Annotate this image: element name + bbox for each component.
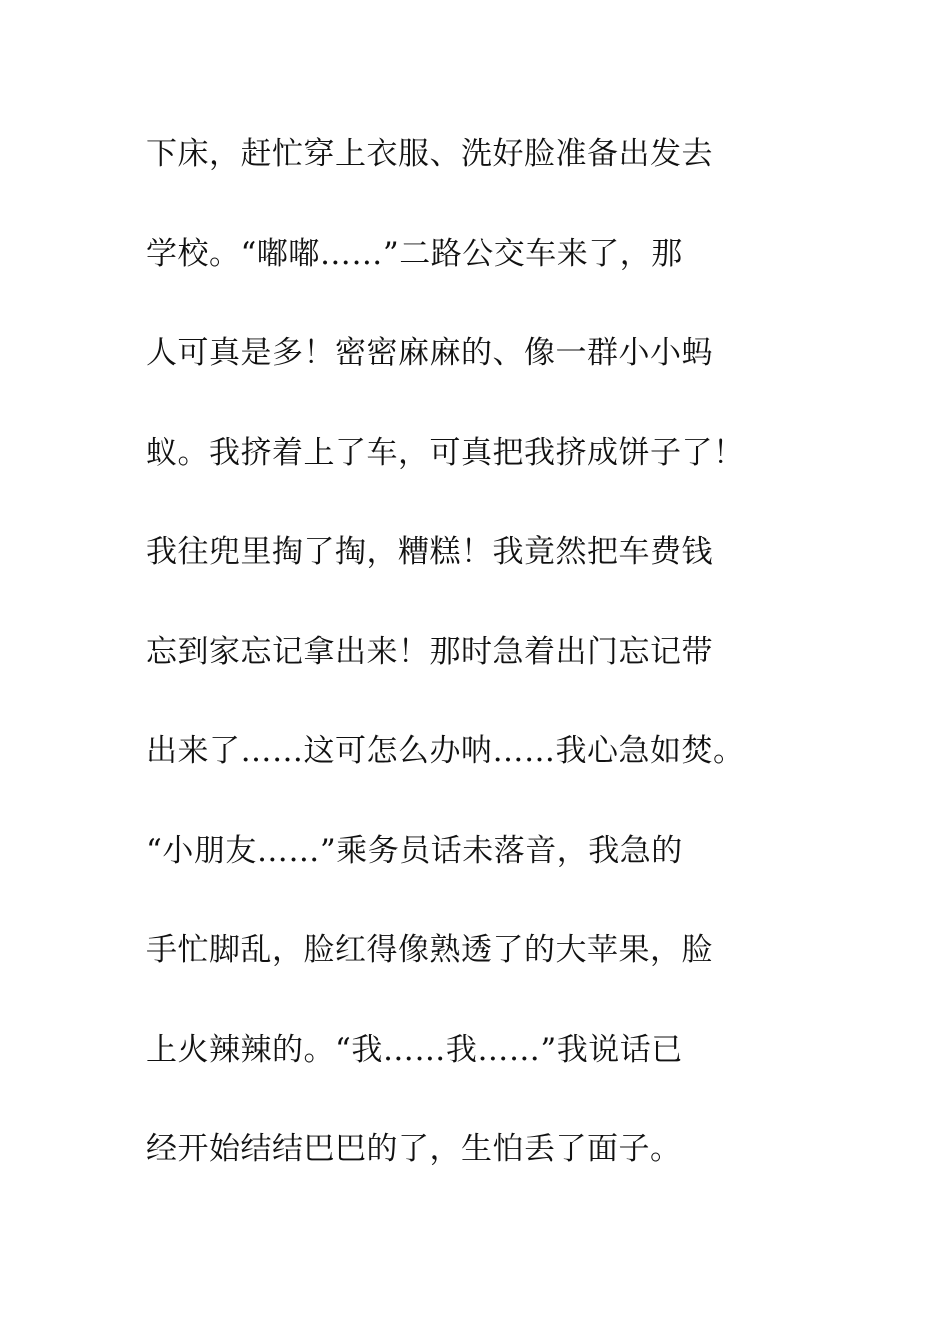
text-line: 手忙脚乱，脸红得像熟透了的大苹果，脸 [146, 932, 713, 968]
text-line: 人可真是多！密密麻麻的、像一群小小蚂 [146, 335, 713, 371]
text-line: “小朋友……”乘务员话未落音，我急的 [146, 832, 683, 869]
text-line: 下床，赶忙穿上衣服、洗好脸准备出发去 [146, 136, 713, 172]
text-line: 经开始结结巴巴的了，生怕丢了面子。 [146, 1131, 682, 1167]
text-line: 上火辣辣的。“我……我……”我说话已 [146, 1031, 683, 1068]
text-line: 蚁。我挤着上了车，可真把我挤成饼子了！ [146, 434, 745, 471]
body-text [146, 128, 826, 1223]
text-line: 学校。“嘟嘟……”二路公交车来了，那 [146, 235, 683, 272]
text-line: 忘到家忘记拿出来！那时急着出门忘记带 [146, 633, 713, 670]
text-line: 我往兜里掏了掏，糟糕！我竟然把车费钱 [146, 534, 713, 570]
text-line: 出来了……这可怎么办呐……我心急如焚。 [146, 733, 745, 769]
